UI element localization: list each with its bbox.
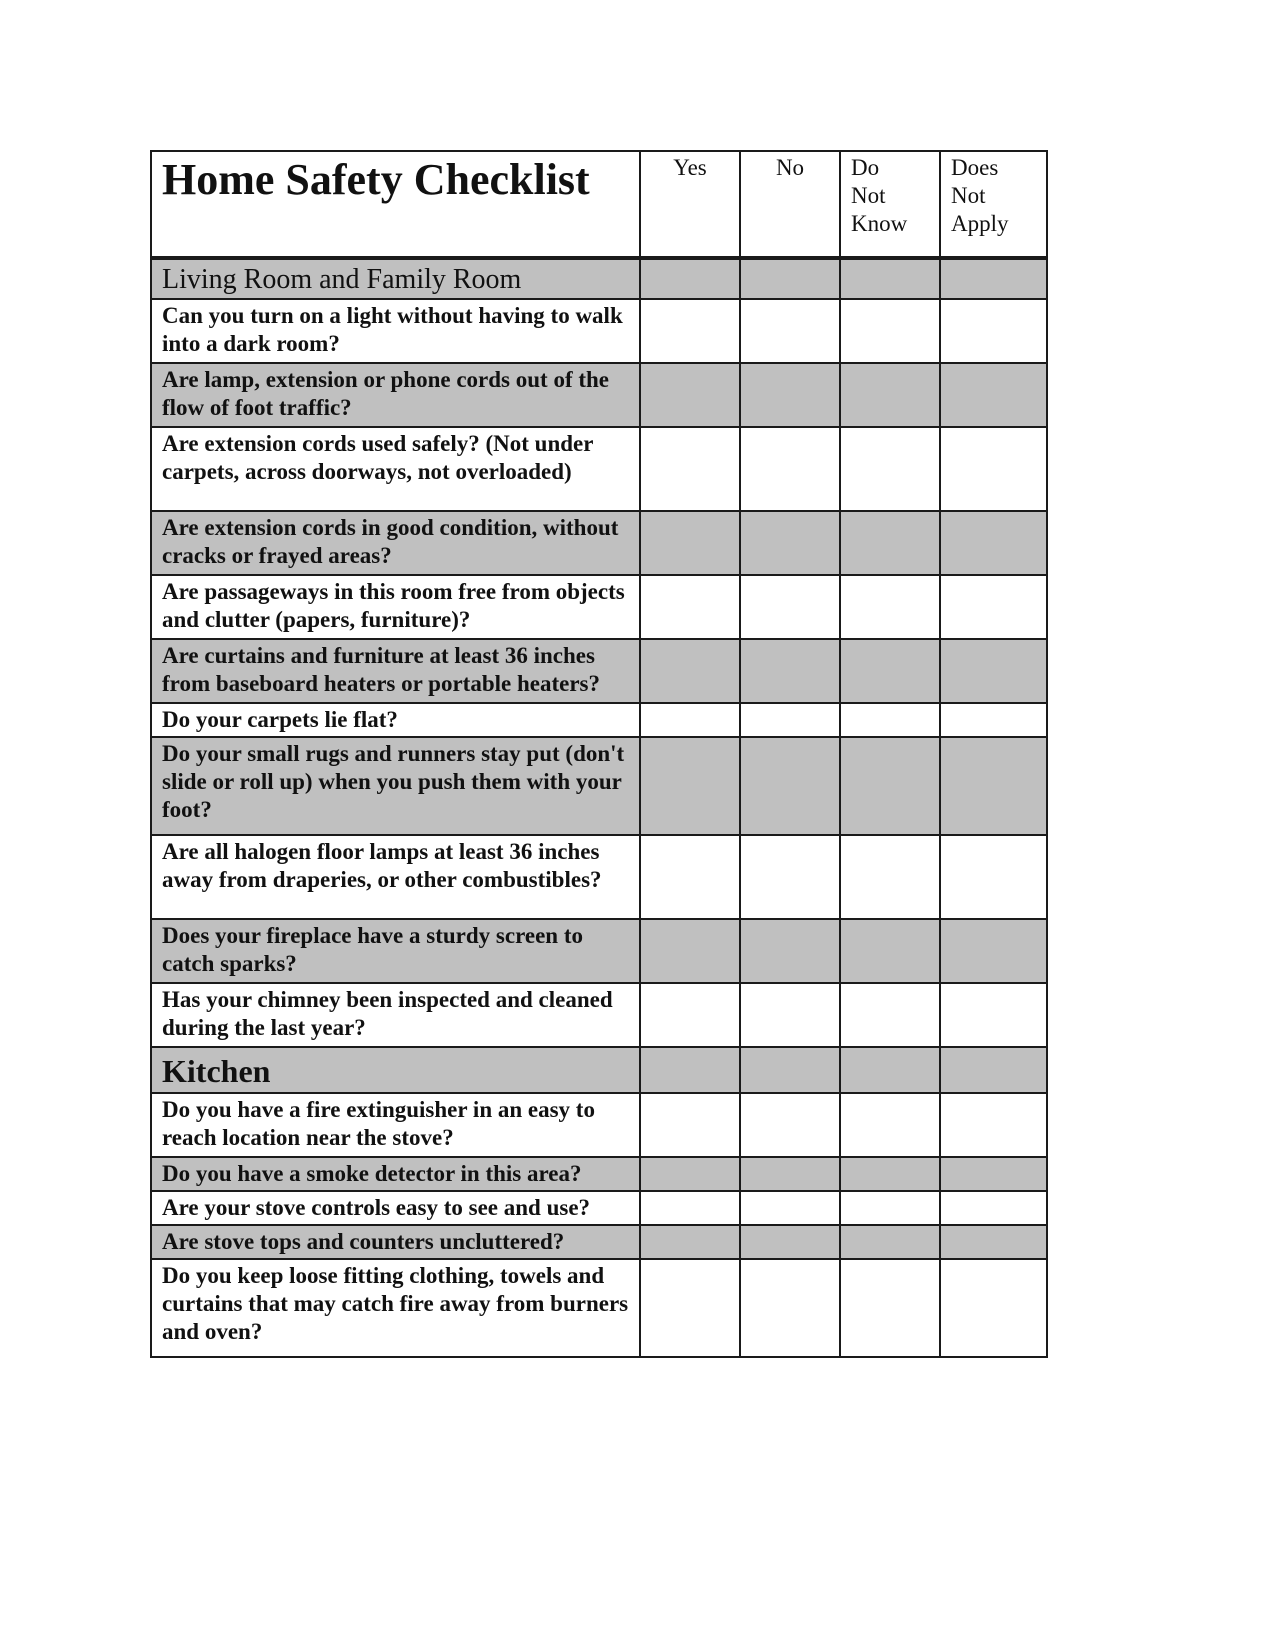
answer-cell-does-not-apply[interactable]	[940, 835, 1047, 919]
answer-cell-does-not-apply[interactable]	[940, 1259, 1047, 1357]
column-label-does-not-apply: Does Not Apply	[951, 155, 1009, 236]
column-label-do-not-know: Do Not Know	[851, 155, 908, 236]
answer-cell-yes[interactable]	[640, 299, 740, 363]
answer-cell-does-not-apply[interactable]	[940, 703, 1047, 737]
question-row	[151, 1191, 1047, 1225]
answer-cell-no[interactable]	[740, 703, 840, 737]
column-label-no: No	[775, 155, 805, 180]
answer-cell-yes[interactable]	[640, 1191, 740, 1225]
answer-cell-yes[interactable]	[640, 427, 740, 511]
column-header-no	[740, 151, 840, 258]
question-row	[151, 1093, 1047, 1157]
answer-cell-do-not-know[interactable]	[840, 703, 940, 737]
answer-cell-no[interactable]	[740, 299, 840, 363]
answer-cell-yes[interactable]	[640, 1157, 740, 1191]
question-row	[151, 427, 1047, 511]
answer-cell-does-not-apply[interactable]	[940, 299, 1047, 363]
question-text: Do your small rugs and runners stay put (don't slide or roll up) when you push them with your foot?	[162, 741, 625, 822]
answer-cell-do-not-know[interactable]	[840, 639, 940, 703]
answer-cell-does-not-apply[interactable]	[940, 363, 1047, 427]
question-row	[151, 703, 1047, 737]
answer-cell-yes[interactable]	[640, 363, 740, 427]
answer-cell-do-not-know[interactable]	[840, 427, 940, 511]
answer-cell-no[interactable]	[740, 919, 840, 983]
answer-cell-yes[interactable]	[640, 703, 740, 737]
answer-cell-no[interactable]	[740, 1157, 840, 1191]
question-text: Are all halogen floor lamps at least 36 inches away from draperies, or other combustibles?	[162, 839, 602, 892]
question-row	[151, 1157, 1047, 1191]
question-row	[151, 835, 1047, 919]
answer-cell-do-not-know[interactable]	[840, 1191, 940, 1225]
section-header-kitchen	[151, 1047, 1047, 1093]
question-text: Does your fireplace have a sturdy screen to catch sparks?	[162, 923, 583, 976]
question-text: Are passageways in this room free from objects and clutter (papers, furniture)?	[162, 579, 625, 632]
answer-cell-yes[interactable]	[640, 835, 740, 919]
answer-cell-do-not-know[interactable]	[840, 1157, 940, 1191]
answer-cell-do-not-know[interactable]	[840, 299, 940, 363]
column-header-yes	[640, 151, 740, 258]
answer-cell-does-not-apply[interactable]	[940, 511, 1047, 575]
answer-cell-no[interactable]	[740, 1259, 840, 1357]
question-text: Can you turn on a light without having to walk into a dark room?	[162, 303, 623, 356]
answer-cell-do-not-know[interactable]	[840, 1225, 940, 1259]
answer-cell-no[interactable]	[740, 639, 840, 703]
answer-cell-no[interactable]	[740, 737, 840, 835]
answer-cell-no[interactable]	[740, 1093, 840, 1157]
answer-cell-do-not-know[interactable]	[840, 835, 940, 919]
answer-cell-do-not-know[interactable]	[840, 737, 940, 835]
question-text: Are extension cords used safely? (Not under carpets, across doorways, not overloaded)	[162, 431, 594, 484]
question-text: Do you keep loose fitting clothing, towels and curtains that may catch fire away from burners and oven?	[162, 1263, 629, 1344]
question-text: Are stove tops and counters uncluttered?	[162, 1229, 565, 1254]
answer-cell-no[interactable]	[740, 363, 840, 427]
section-cell	[840, 1047, 940, 1093]
question-row	[151, 983, 1047, 1047]
section-cell	[640, 258, 740, 299]
section-title: Kitchen	[162, 1053, 271, 1089]
answer-cell-yes[interactable]	[640, 511, 740, 575]
question-row	[151, 1259, 1047, 1357]
question-row	[151, 639, 1047, 703]
question-text: Do your carpets lie flat?	[162, 707, 398, 732]
answer-cell-does-not-apply[interactable]	[940, 1225, 1047, 1259]
answer-cell-no[interactable]	[740, 427, 840, 511]
question-text: Are curtains and furniture at least 36 inches from baseboard heaters or portable heaters?	[162, 643, 600, 696]
answer-cell-yes[interactable]	[640, 983, 740, 1047]
answer-cell-no[interactable]	[740, 511, 840, 575]
column-header-does-not-apply	[940, 151, 1047, 258]
answer-cell-do-not-know[interactable]	[840, 363, 940, 427]
answer-cell-yes[interactable]	[640, 737, 740, 835]
answer-cell-do-not-know[interactable]	[840, 1093, 940, 1157]
answer-cell-no[interactable]	[740, 983, 840, 1047]
question-row	[151, 575, 1047, 639]
section-cell	[940, 1047, 1047, 1093]
page-title: Home Safety Checklist	[162, 155, 590, 204]
question-text: Has your chimney been inspected and cleaned during the last year?	[162, 987, 613, 1040]
answer-cell-does-not-apply[interactable]	[940, 919, 1047, 983]
section-cell	[740, 1047, 840, 1093]
answer-cell-no[interactable]	[740, 575, 840, 639]
question-row	[151, 363, 1047, 427]
title-cell	[151, 151, 640, 258]
answer-cell-yes[interactable]	[640, 575, 740, 639]
section-cell	[640, 1047, 740, 1093]
answer-cell-does-not-apply[interactable]	[940, 1157, 1047, 1191]
question-text: Do you have a fire extinguisher in an easy to reach location near the stove?	[162, 1097, 595, 1150]
answer-cell-do-not-know[interactable]	[840, 511, 940, 575]
answer-cell-does-not-apply[interactable]	[940, 1093, 1047, 1157]
question-row	[151, 299, 1047, 363]
answer-cell-yes[interactable]	[640, 1259, 740, 1357]
answer-cell-yes[interactable]	[640, 639, 740, 703]
question-row	[151, 511, 1047, 575]
question-text: Are extension cords in good condition, without cracks or frayed areas?	[162, 515, 619, 568]
answer-cell-yes[interactable]	[640, 1093, 740, 1157]
answer-cell-do-not-know[interactable]	[840, 983, 940, 1047]
question-text: Are lamp, extension or phone cords out of the flow of foot traffic?	[162, 367, 610, 420]
answer-cell-does-not-apply[interactable]	[940, 983, 1047, 1047]
answer-cell-does-not-apply[interactable]	[940, 737, 1047, 835]
answer-cell-does-not-apply[interactable]	[940, 575, 1047, 639]
section-title: Living Room and Family Room	[162, 264, 522, 295]
checklist-table	[150, 150, 1048, 1358]
column-label-yes: Yes	[673, 155, 707, 180]
section-cell	[840, 258, 940, 299]
answer-cell-no[interactable]	[740, 1191, 840, 1225]
section-header-living-room	[151, 258, 1047, 299]
answer-cell-do-not-know[interactable]	[840, 919, 940, 983]
answer-cell-do-not-know[interactable]	[840, 1259, 940, 1357]
question-text: Are your stove controls easy to see and use?	[162, 1195, 591, 1220]
answer-cell-yes[interactable]	[640, 919, 740, 983]
header-row	[151, 151, 1047, 258]
answer-cell-no[interactable]	[740, 835, 840, 919]
answer-cell-does-not-apply[interactable]	[940, 639, 1047, 703]
question-text: Do you have a smoke detector in this area?	[162, 1161, 582, 1186]
answer-cell-does-not-apply[interactable]	[940, 1191, 1047, 1225]
answer-cell-does-not-apply[interactable]	[940, 427, 1047, 511]
answer-cell-yes[interactable]	[640, 1225, 740, 1259]
question-row	[151, 919, 1047, 983]
question-row	[151, 1225, 1047, 1259]
column-header-do-not-know	[840, 151, 940, 258]
answer-cell-do-not-know[interactable]	[840, 575, 940, 639]
question-row	[151, 737, 1047, 835]
section-cell	[940, 258, 1047, 299]
section-cell	[740, 258, 840, 299]
answer-cell-no[interactable]	[740, 1225, 840, 1259]
